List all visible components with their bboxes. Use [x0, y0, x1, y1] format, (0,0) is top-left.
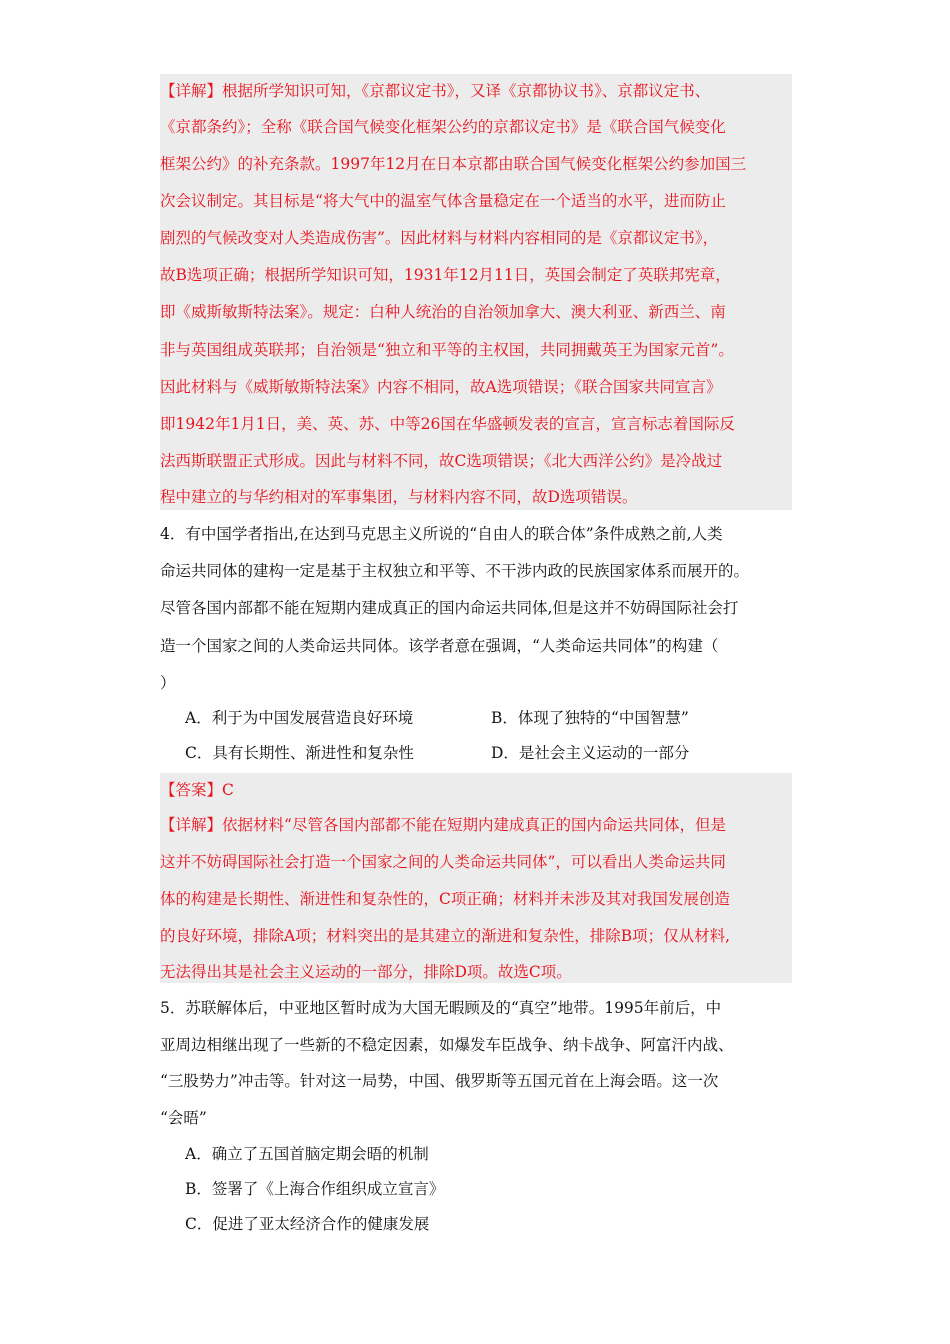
q3-detail-line: 非与英国组成英联邦；自治领是“独立和平等的主权国，共同拥戴英王为国家元首”。 [160, 341, 734, 359]
q3-detail-line: 剧烈的气候改变对人类造成伤害”。因此材料与材料内容相同的是《京都议定书》， [160, 229, 719, 247]
q3-detail-line: 法西斯联盟正式形成。因此与材料不同，故C选项错误；《北大西洋公约》是冷战过 [160, 452, 723, 470]
q4-option-d: D．是社会主义运动的一部分 [491, 744, 690, 762]
q4-detail-line: 这并不妨碍国际社会打造一个国家之间的人类命运共同体”，可以看出人类命运共同 [160, 853, 726, 871]
q5-option-c: C．促进了亚太经济合作的健康发展 [185, 1215, 430, 1233]
q3-detail-line: 程中建立的与华约相对的军事集团，与材料内容不同，故D选项错误。 [160, 488, 638, 506]
detail-tag: 【详解】 [160, 82, 223, 100]
q4-option-b: B．体现了独特的“中国智慧” [491, 709, 689, 727]
q4-detail-line: 【详解】依据材料“尽管各国内部都不能在短期内建成真正的国内命运共同体，但是 [160, 816, 726, 834]
q3-detail-line: 即《威斯敏斯特法案》。规定：白种人统治的自治领加拿大、澳大利亚、新西兰、南 [160, 303, 726, 321]
q4-stem-line: 尽管各国内部都不能在短期内建成真正的国内命运共同体,但是这并不妨碍国际社会打 [160, 599, 739, 617]
q4-stem-line: 造一个国家之间的人类命运共同体。该学者意在强调，“人类命运共同体”的构建（ [160, 637, 719, 655]
q5-stem-line: “会晤” [160, 1109, 207, 1127]
q4-option-a: A．利于为中国发展营造良好环境 [185, 709, 414, 727]
q5-option-a: A．确立了五国首脑定期会晤的机制 [185, 1145, 429, 1163]
q5-stem-line: 5．苏联解体后，中亚地区暂时成为大国无暇顾及的“真空”地带。1995年前后，中 [160, 999, 722, 1017]
q4-detail-line: 无法得出其是社会主义运动的一部分，排除D项。故选C项。 [160, 963, 572, 981]
q4-detail-line: 体的构建是长期性、渐进性和复杂性的，C项正确；材料并未涉及其对我国发展创造 [160, 890, 730, 908]
q3-detail-line: 框架公约》的补充条款。1997年12月在日本京都由联合国气候变化框架公约参加国三 [160, 155, 747, 173]
q3-detail-line: 《京都条约》；全称《联合国气候变化框架公约的京都议定书》是《联合国气候变化 [160, 118, 726, 136]
q3-detail-line: 故B选项正确；根据所学知识可知，1931年12月11日，英国会制定了英联邦宪章， [160, 266, 731, 284]
answer-value: C [222, 781, 234, 799]
q5-option-b: B．签署了《上海合作组织成立宣言》 [185, 1180, 445, 1198]
q4-stem-line: 4．有中国学者指出,在达到马克思主义所说的“自由人的联合体”条件成熟之前,人类 [160, 525, 723, 543]
detail-tag: 【详解】 [160, 816, 223, 834]
q4-answer-line [160, 780, 234, 800]
q4-answer-block [160, 773, 792, 983]
q5-stem-line: 亚周边相继出现了一些新的不稳定因素，如爆发车臣战争、纳卡战争、阿富汗内战、 [160, 1036, 734, 1054]
q5-stem-line: “三股势力”冲击等。针对这一局势，中国、俄罗斯等五国元首在上海会晤。这一次 [160, 1072, 719, 1090]
answer-tag: 【答案】 [160, 781, 223, 799]
q4-option-c: C．具有长期性、渐进性和复杂性 [185, 744, 414, 762]
q3-detail-line: 次会议制定。其目标是“将大气中的温室气体含量稳定在一个适当的水平，进而防止 [160, 192, 726, 210]
q3-detail-line: 即1942年1月1日，美、英、苏、中等26国在华盛顿发表的宣言，宣言标志着国际反 [160, 415, 735, 433]
q4-stem-line: 命运共同体的建构一定是基于主权独立和平等、不干涉内政的民族国家体系而展开的。 [160, 562, 750, 580]
q3-detail-line: 因此材料与《威斯敏斯特法案》内容不相同，故A选项错误；《联合国家共同宣言》 [160, 378, 722, 396]
q4-stem-line: ） [160, 674, 176, 692]
q4-detail-line: 的良好环境，排除A项；材料突出的是其建立的渐进和复杂性，排除B项；仅从材料, [160, 927, 731, 945]
q3-detail-block [160, 74, 792, 510]
q3-detail-line: 【详解】根据所学知识可知，《京都议定书》，又译《京都协议书》、京都议定书、 [160, 82, 711, 100]
